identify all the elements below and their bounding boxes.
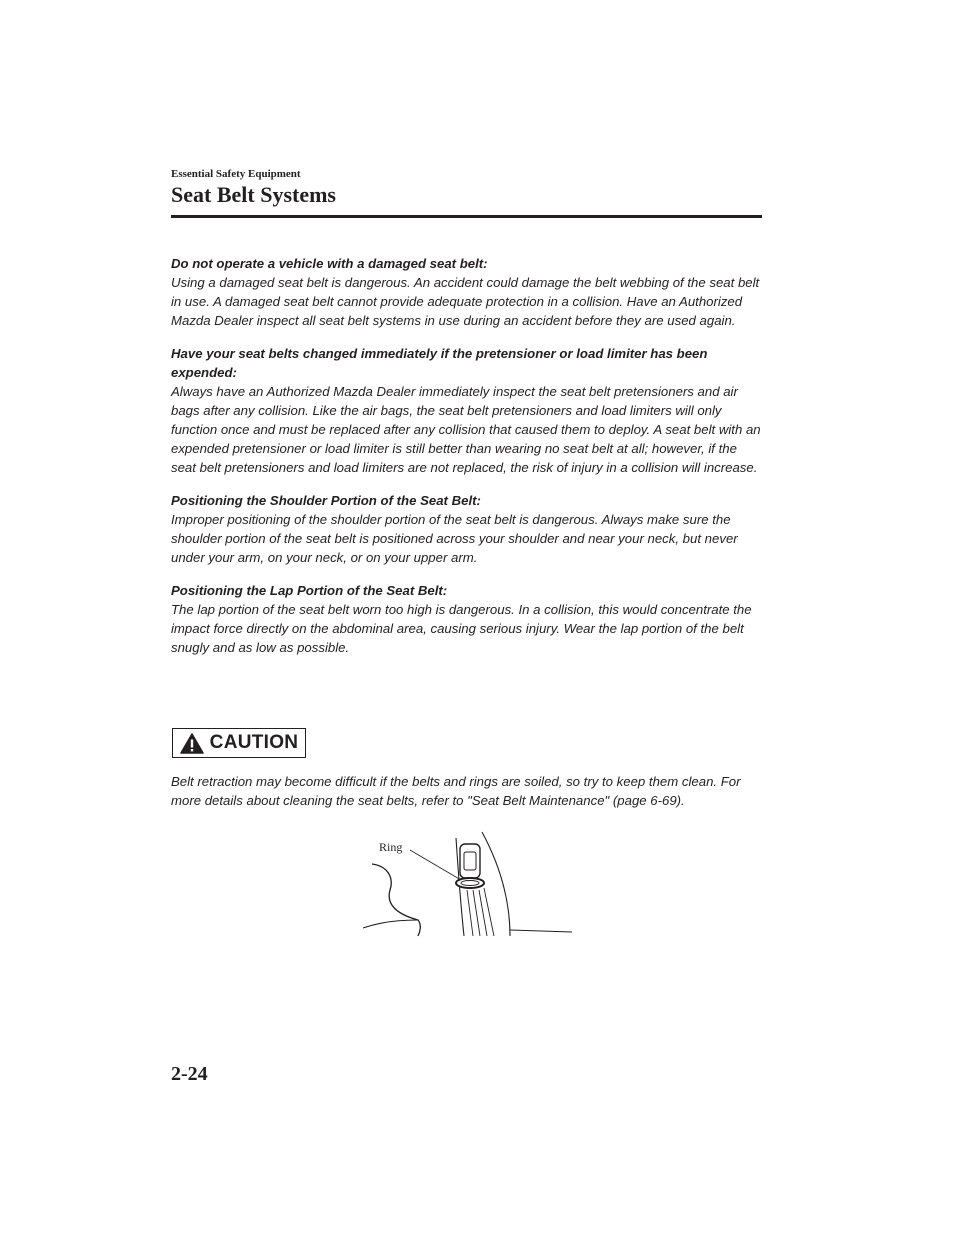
warning-heading: Do not operate a vehicle with a damaged seat belt: [171, 256, 488, 271]
warning-body: The lap portion of the seat belt worn too high is dangerous. In a collision, this would concentrate the impact force directly on the abdominal area, causing serious injury. Wear the lap portion of the belt snugly and as low as possible. [171, 602, 752, 655]
warning-triangle-icon [180, 733, 204, 754]
seat-cushion-line [363, 920, 418, 928]
warning-heading: Positioning the Lap Portion of the Seat Belt: [171, 583, 448, 598]
warning-body: Always have an Authorized Mazda Dealer immediately inspect the seat belt pretensioners and air bags after any collision. Like the air bags, the seat belt pretensioners and load limiters will only function once and must be replaced after any collision that caused them to deploy. A seat belt with an expended pretensioner or load limiter is still better than wearing no seat belt at all; however, if the seat belt pretensioners and load limiters are not replaced, the risk of injury in a collision will increase. [171, 384, 761, 475]
caution-body [171, 772, 771, 810]
page-title: Seat Belt Systems [171, 182, 336, 207]
section-label: Essential Safety Equipment [171, 168, 301, 180]
warning-body: Using a damaged seat belt is dangerous. An accident could damage the belt webbing of the seat belt in use. A damaged seat belt cannot provide adequate protection in a collision. Have an Authorized Mazda Dealer inspect all seat belt systems in use during an accident before they are used again. [171, 275, 760, 328]
warning-heading: Have your seat belts changed immediately if the pretensioner or load limiter has been expended: [171, 346, 708, 380]
pillar-right-edge [482, 832, 510, 936]
anchor-plate [460, 844, 480, 878]
header-divider [171, 215, 762, 218]
warning-body: Improper positioning of the shoulder portion of the seat belt is dangerous. Always make sure the shoulder portion of the seat belt is positioned across your shoulder and near your neck, but never under your arm, on your neck, or on your upper arm. [171, 512, 738, 565]
ring-leader-line [410, 850, 461, 880]
belt-webbing [467, 890, 473, 936]
page-number: 2-24 [171, 1063, 208, 1085]
floor-line [510, 930, 572, 932]
warning-shoulder-position [171, 491, 763, 567]
warning-pretensioner [171, 344, 763, 477]
seat-back-outline [372, 864, 420, 936]
belt-webbing [473, 890, 480, 936]
warning-content [171, 254, 763, 671]
caution-label: CAUTION [209, 732, 299, 753]
warning-heading: Positioning the Shoulder Portion of the Seat Belt: [171, 493, 481, 508]
warning-damaged-belt [171, 254, 763, 330]
caution-badge [172, 728, 306, 758]
caution-paragraph: Belt retraction may become difficult if the belts and rings are soiled, so try to keep them clean. For more details about cleaning the seat belts, refer to "Seat Belt Maintenance" (page 6-69). [171, 774, 741, 808]
ring-label: Ring [379, 840, 403, 854]
warning-lap-position [171, 581, 763, 657]
